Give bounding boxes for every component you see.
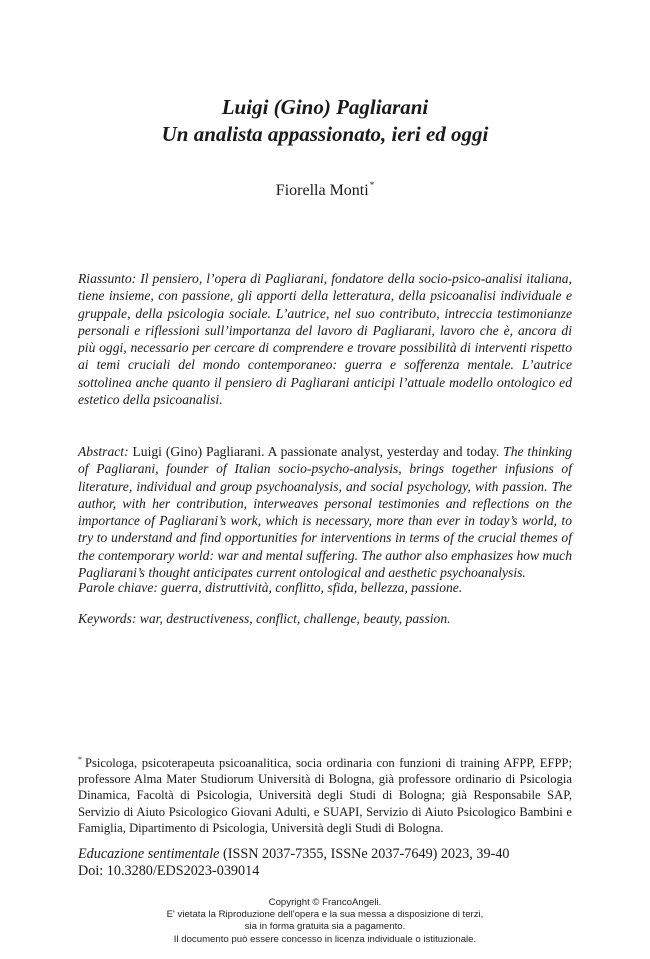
- copyright-notice: [60, 897, 590, 946]
- author-name-text: Fiorella Monti: [275, 182, 369, 199]
- journal-details: (ISSN 2037-7355, ISSNe 2037-7649) 2023, 39-40: [219, 846, 510, 862]
- doi-line: Doi: 10.3280/EDS2023-039014: [78, 863, 260, 879]
- footnote-text: Psicologa, psicoterapeuta psicoanalitica, socia ordinaria con funzioni di training AFPP, EFPP; professore Alma Mater Studiorum Università di Bologna, già professore ordinario di Psicologia Dinamica, Facoltà di Psicologia, Università degli Studi di Bologna; già Responsabile SAP, Servizio di Aiuto Psicologico Giovani Adulti, e SUAPI, Servizio di Aiuto Psicologico Bambini e Famiglia, Dipartimento di Psicologia, Università degli Studi di Bologna.: [78, 756, 572, 835]
- author-footnote: [78, 752, 572, 836]
- author-name: [60, 180, 590, 200]
- abstract-label: Abstract:: [78, 444, 129, 459]
- riassunto-label: Riassunto:: [78, 271, 137, 286]
- footnote-mark: *: [78, 755, 82, 764]
- riassunto-paragraph: [78, 270, 572, 408]
- copyright-line: Il documento può essere concesso in licenza individuale o istituzionale.: [173, 933, 477, 945]
- copyright-line: Copyright © FrancoAngeli.: [268, 897, 382, 908]
- journal-citation: [78, 846, 588, 863]
- riassunto-text: Il pensiero, l’opera di Pagliarani, fondatore della socio-psico-analisi italiana, tiene insieme, con passione, gli apporti della letteratura, della psicoanalisi individuale e gruppale, della psicologia sociale. L’autrice, nel suo contributo, intreccia testimonianze personali e riflessioni sull’importanza del lavoro di Pagliarani, lavoro che è, ancora di più oggi, necessario per cercare di comprendere e trovare possibilità di interventi rispetto ai temi cruciali del mondo contemporaneo: guerra e sofferenza mentale. L’autrice sottolinea anche quanto il pensiero di Pagliarani anticipi l’attuale modello ontologico ed estetico della psicoanalisi.: [78, 271, 572, 408]
- copyright-line: E' vietata la Riproduzione dell'opera e la sua messa a disposizione di terzi,: [166, 909, 484, 921]
- parole-chiave: Parole chiave: guerra, distruttività, conflitto, sfida, bellezza, passione.: [78, 580, 463, 595]
- abstract-paragraph: [78, 443, 572, 581]
- author-footnote-mark: *: [369, 180, 375, 190]
- abstract-title: Luigi (Gino) Pagliarani. A passionate analyst, yesterday and today.: [132, 444, 500, 459]
- keywords: Keywords: war, destructiveness, conflict, challenge, beauty, passion.: [78, 611, 451, 626]
- article-title-line-1: Luigi (Gino) Pagliarani: [221, 95, 429, 119]
- abstract-text: The thinking of Pagliarani, founder of Italian socio-psycho-analysis, brings together infusions of literature, individual and group psychoanalysis, and social psychology, with passion. The author, with her contribution, interweaves personal testimonies and reflections on the importance of Pagliarani’s work, which is necessary, more than ever in today’s world, to try to understand and find opportunities for interventions in terms of the crucial themes of the contemporary world: war and mental suffering. The author also emphasizes how much Pagliarani’s thought anticipates current ontological and aesthetic psychoanalysis.: [78, 444, 572, 581]
- article-title-line-2: Un analista appassionato, ieri ed oggi: [161, 122, 489, 146]
- journal-name: Educazione sentimentale: [78, 846, 220, 862]
- copyright-line: sia in forma gratuita sia a pagamento.: [244, 921, 406, 933]
